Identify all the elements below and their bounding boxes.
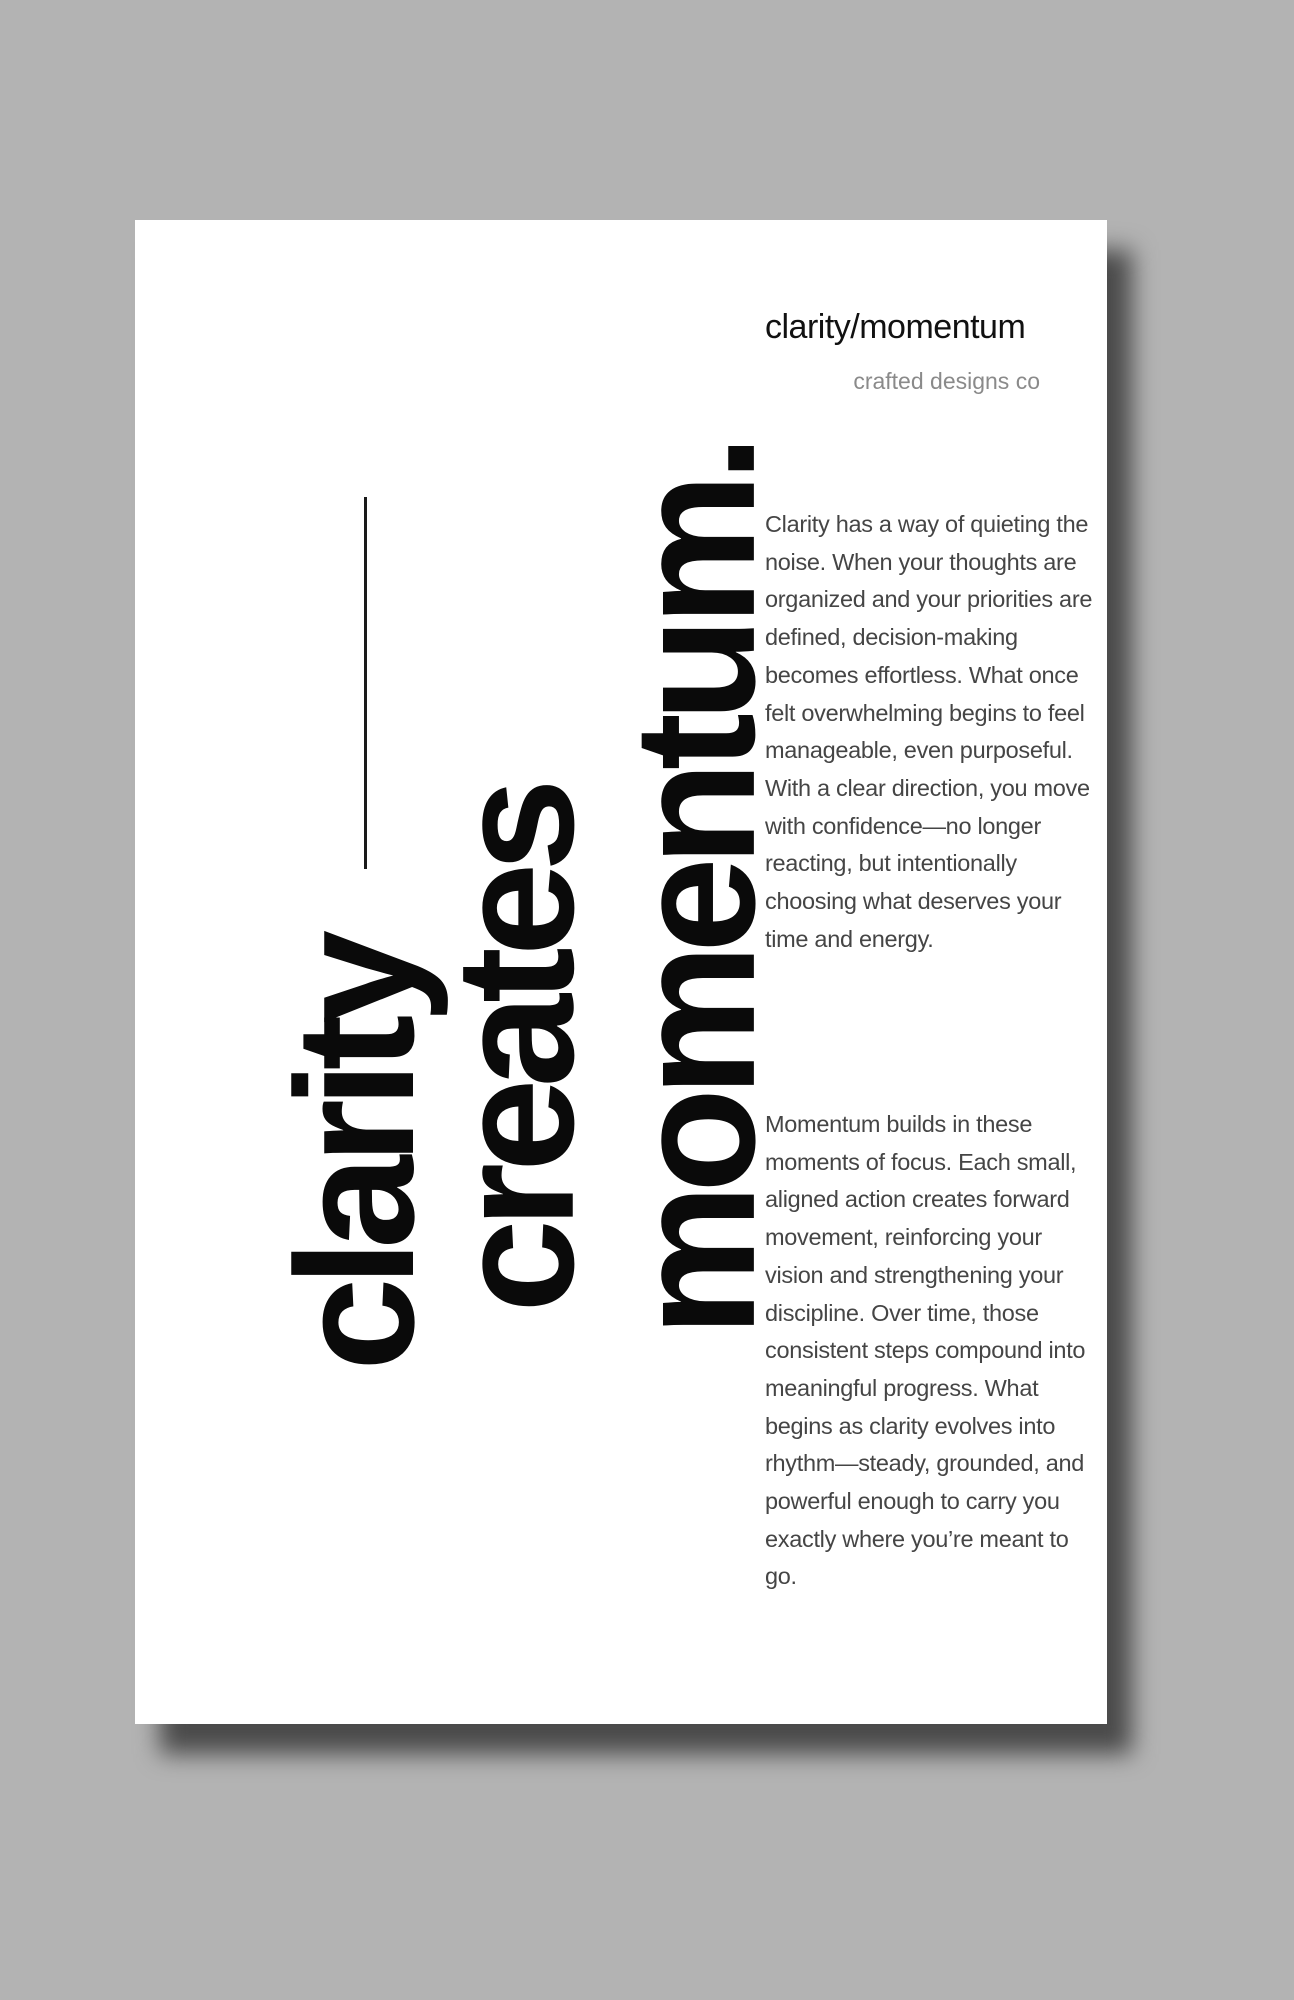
brand-subtitle: crafted designs co (853, 368, 1040, 394)
headline-word-creates (421, 787, 609, 1313)
headline-word-momentum (599, 443, 792, 1337)
body-paragraph-clarity: Clarity has a way of quieting the noise. When your thoughts are organized and your priorities are defined, decision-making becomes effortless. What once felt overwhelming begins to feel manageable, even purposeful. With a clear direction, you move with confidence—no longer reacting, but intentionally choosing what deserves your time and energy. (765, 511, 1093, 952)
poster (135, 220, 1107, 1724)
vertical-divider-line (364, 497, 367, 869)
body-paragraph-momentum: Momentum builds in these moments of focus. Each small, aligned action creates forward movement, reinforcing your vision and strengthening your discipline. Over time, those consistent steps compound into meaningful progress. What begins as clarity evolves into rhythm—steady, grounded, and powerful enough to carry you exactly where you’re meant to go. (765, 1111, 1086, 1590)
brand-title: clarity/momentum (765, 308, 1026, 346)
headline-line-2: creates (421, 787, 609, 1313)
headline-line-3: momentum. (599, 443, 792, 1337)
headline-line-1: clarity (261, 939, 450, 1371)
